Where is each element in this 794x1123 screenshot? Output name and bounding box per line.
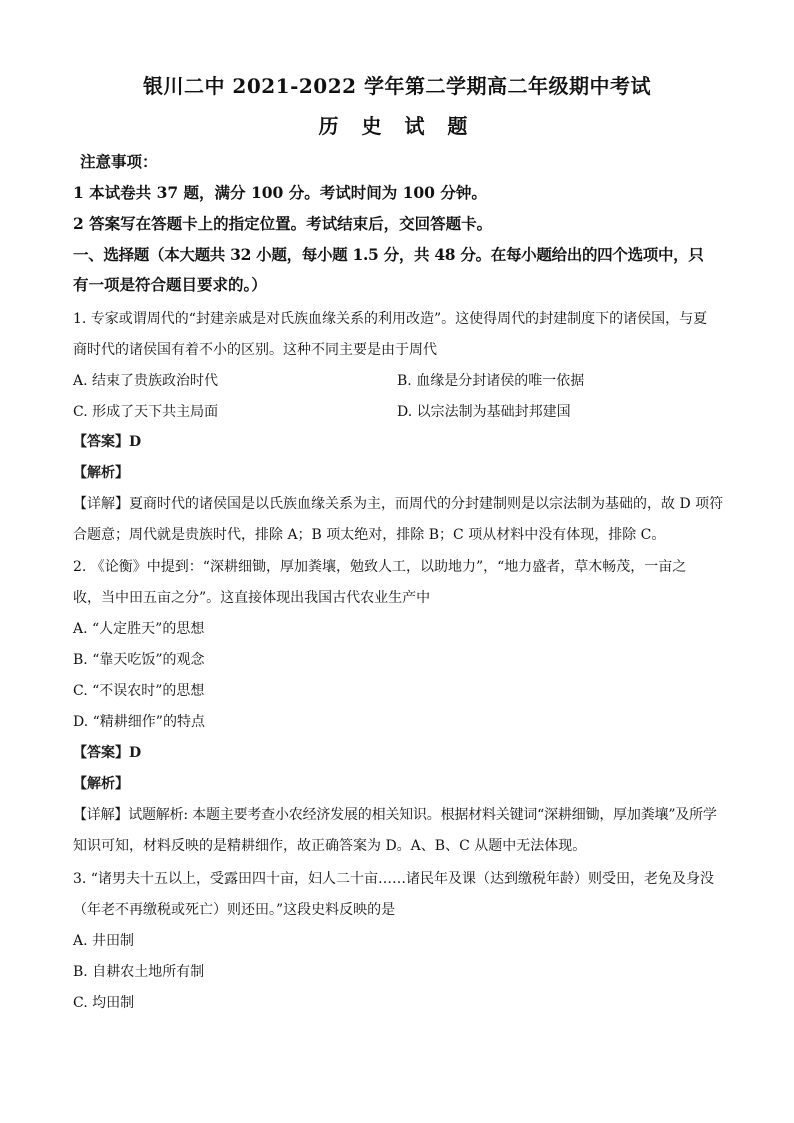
q3-option-c: C. 均田制 bbox=[73, 995, 135, 1011]
section-instruction-line-2: 有一项是符合题目要求的。） bbox=[73, 275, 267, 294]
q2-analysis-label: 【解析】 bbox=[73, 776, 129, 792]
subject-title: 历 史 试 题 bbox=[318, 114, 476, 138]
q2-detail-line-2: 知识可知，材料反映的是精耕细作，故正确答案为 D。A、B、C 从题中无法体现。 bbox=[73, 838, 587, 854]
q3-option-a: A. 井田制 bbox=[73, 933, 135, 949]
q2-answer: 【答案】D bbox=[73, 745, 142, 761]
q1-option-a: A. 结束了贵族政治时代 bbox=[73, 373, 219, 389]
q2-option-c: C. “不误农时”的思想 bbox=[73, 683, 205, 699]
q2-stem-line-2: 收，当中田五亩之分”。这直接体现出我国古代农业生产中 bbox=[73, 590, 431, 606]
q1-detail-line-1: 【详解】夏商时代的诸侯国是以氏族血缘关系为主，而周代的分封建制则是以宗法制为基础的，故 D 项符 bbox=[73, 496, 724, 512]
q3-stem-line-2: （年老不再缴税或死亡）则还田。”这段史料反映的是 bbox=[73, 902, 396, 918]
notice-heading: 注意事项： bbox=[80, 152, 158, 171]
q1-stem-line-1: 1. 专家或谓周代的“封建亲戚是对氏族血缘关系的利用改造”。这使得周代的封建制度下的诸侯国，与夏 bbox=[73, 311, 708, 327]
section-instruction-line-1: 一、选择题（本大题共 32 小题，每小题 1.5 分，共 48 分。在每小题给出的四个选项中，只 bbox=[73, 245, 704, 264]
q2-option-b: B. “靠天吃饭”的观念 bbox=[73, 652, 205, 668]
q1-stem-line-2: 商时代的诸侯国有着不小的区别。这种不同主要是由于周代 bbox=[73, 342, 437, 358]
q3-option-b: B. 自耕农土地所有制 bbox=[73, 964, 205, 980]
q2-option-a: A. “人定胜天”的思想 bbox=[73, 621, 205, 637]
q3-stem-line-1: 3. “诸男夫十五以上，受露田四十亩，妇人二十亩……诸民年及课（达到缴税年龄）则受田，老免及身没 bbox=[73, 871, 714, 887]
q1-detail-line-2: 合题意；周代就是贵族时代，排除 A；B 项太绝对，排除 B；C 项从材料中没有体现，排除 C。 bbox=[73, 527, 666, 543]
q1-option-c: C. 形成了天下共主局面 bbox=[73, 404, 219, 420]
q1-option-b: B. 血缘是分封诸侯的唯一依据 bbox=[397, 373, 585, 389]
q2-stem-line-1: 2. 《论衡》中提到：“深耕细锄，厚加粪壤，勉致人工，以助地力”，“地力盛者，草木畅茂，一亩之 bbox=[73, 559, 687, 575]
q1-analysis-label: 【解析】 bbox=[73, 465, 129, 481]
q2-detail-line-1: 【详解】试题解析: 本题主要考查小农经济发展的相关知识。根据材料关键词“深耕细锄，厚加粪壤”及所学 bbox=[73, 807, 717, 823]
notice-item-1: 1 本试卷共 37 题，满分 100 分。考试时间为 100 分钟。 bbox=[73, 183, 487, 202]
notice-item-2: 2 答案写在答题卡上的指定位置。考试结束后，交回答题卡。 bbox=[73, 214, 493, 233]
q1-option-d: D. 以宗法制为基础封邦建国 bbox=[397, 404, 571, 420]
exam-title: 银川二中 2021-2022 学年第二学期高二年级期中考试 bbox=[142, 74, 652, 98]
q1-answer: 【答案】D bbox=[73, 434, 142, 450]
q2-option-d: D. “精耕细作”的特点 bbox=[73, 714, 205, 730]
